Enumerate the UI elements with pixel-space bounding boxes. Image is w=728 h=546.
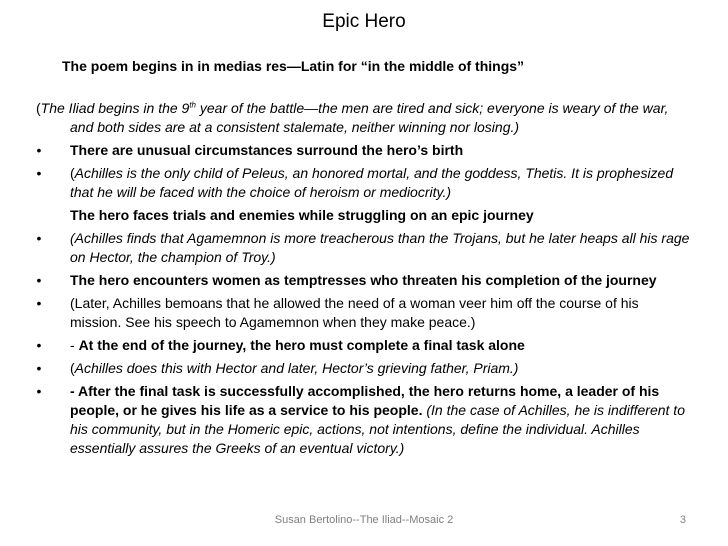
bullet: • — [36, 383, 42, 399]
list-item — [32, 141, 692, 160]
slide-title: Epic Hero — [322, 11, 406, 32]
slide-body — [32, 99, 692, 462]
list-item — [32, 164, 692, 202]
list-item — [32, 271, 692, 290]
list-item — [32, 294, 692, 332]
item-text: (Later, Achilles bemoans that he allowed the need of a woman veer him off the course of his mission. See his speech to Agamemnon when they make peace.) — [70, 295, 639, 330]
list-item — [32, 382, 692, 458]
superscript: th — [189, 100, 196, 110]
list-item — [32, 99, 692, 137]
list-item — [32, 229, 692, 267]
bullet: • — [36, 142, 42, 158]
paren-open: ( — [70, 165, 75, 181]
item-text: The hero faces trials and enemies while struggling on an epic journey — [70, 207, 534, 223]
bullet: • — [36, 230, 42, 246]
bullet: • — [36, 272, 42, 288]
footer-text: Susan Bertolino--The Iliad--Mosaic 2 — [274, 514, 454, 526]
paren-open: ( — [70, 360, 75, 376]
bullet: • — [36, 165, 42, 181]
bullet: • — [36, 295, 42, 311]
item-text: The Iliad begins in the 9 — [40, 100, 190, 116]
paren-open: ( — [36, 100, 41, 116]
list-item — [32, 359, 692, 378]
item-text: At the end of the journey, the hero must complete a final task alone — [78, 337, 525, 353]
item-text: (Achilles finds that Agamemnon is more treacherous than the Trojans, but he later heaps all his rage on Hector, the champion of Troy.) — [70, 230, 690, 265]
bullet: • — [36, 337, 42, 353]
bullet: • — [36, 360, 42, 376]
item-text: Achilles is the only child of Peleus, an honored mortal, and the goddess, Thetis. It is prophesized that he will be faced with the choice of heroism or mediocrity.) — [70, 165, 674, 200]
list-item — [32, 206, 692, 225]
item-text: There are unusual circumstances surround the hero’s birth — [70, 142, 464, 158]
list-item — [32, 336, 692, 355]
item-prefix: - — [70, 337, 79, 353]
slide-subtitle: The poem begins in in medias res—Latin for “in the middle of things” — [62, 58, 525, 74]
item-text-cont: year of the battle—the men are tired and sick; everyone is weary of the war, and both sides are at a consistent stalemate, neither winning nor losing.) — [70, 100, 669, 135]
item-text-bold: - After the final task is successfully accomplished, the hero returns home, a leader of his people, or he gives his life as a service to his people. — [70, 383, 660, 418]
item-text: Achilles does this with Hector and later, Hector’s grieving father, Priam.) — [74, 360, 519, 376]
item-text-italic: (In the case of Achilles, he is indifferent to his community, but in the Homeric epic, actions, not intentions, define the individual. Achilles essentially assures the Greeks of an eventual victory.) — [70, 402, 685, 456]
item-text: The hero encounters women as temptresses who threaten his completion of the journey — [70, 272, 657, 288]
page-number: 3 — [679, 514, 686, 526]
